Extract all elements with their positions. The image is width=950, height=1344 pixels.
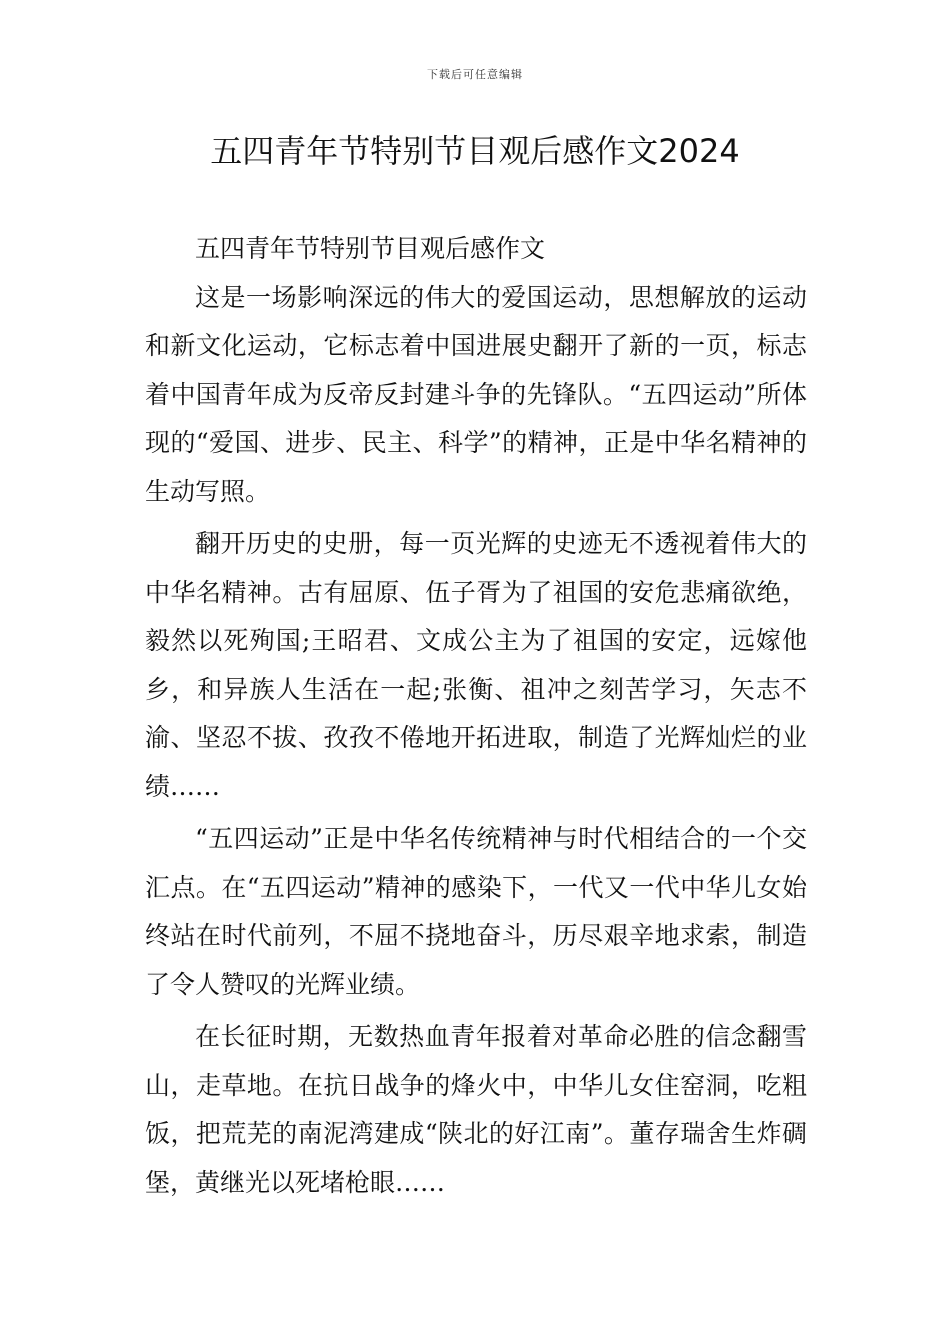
document-title: 五四青年节特别节目观后感作文2024 — [210, 132, 740, 170]
paragraph: 翻开历史的史册，每一页光辉的史迹无不透视着伟大的中华名精神。古有屈原、伍子胥为了祖国的安危悲痛欲绝，毅然以死殉国;王昭君、文成公主为了祖国的安定，远嫁他乡，和异族人生活在一起;张衡、祖冲之刻苦学习，矢志不渝、坚忍不拔、孜孜不倦地开拓进取，制造了光辉灿烂的业绩…… — [145, 529, 807, 801]
header-note: 下载后可任意编辑 — [427, 68, 523, 81]
paragraph: “五四运动”正是中华名传统精神与时代相结合的一个交汇点。在“五四运动”精神的感染下，一代又一代中华儿女始终站在时代前列，不屈不挠地奋斗，历尽艰辛地求索，制造了令人赞叹的光辉业绩。 — [145, 824, 807, 999]
paragraph: 在长征时期，无数热血青年报着对革命必胜的信念翻雪山，走草地。在抗日战争的烽火中，中华儿女住窑洞，吃粗饭，把荒芜的南泥湾建成“陕北的好江南”。董存瑞舍生炸碉堡，黄继光以死堵枪眼…… — [145, 1022, 807, 1197]
document-subtitle: 五四青年节特别节目观后感作文 — [195, 234, 546, 263]
document-body — [145, 225, 807, 1211]
paragraph: 这是一场影响深远的伟大的爱国运动，思想解放的运动和新文化运动，它标志着中国进展史翻开了新的一页，标志着中国青年成为反帝反封建斗争的先锋队。“五四运动”所体现的“爱国、进步、民主、科学”的精神，正是中华名精神的生动写照。 — [145, 282, 807, 506]
